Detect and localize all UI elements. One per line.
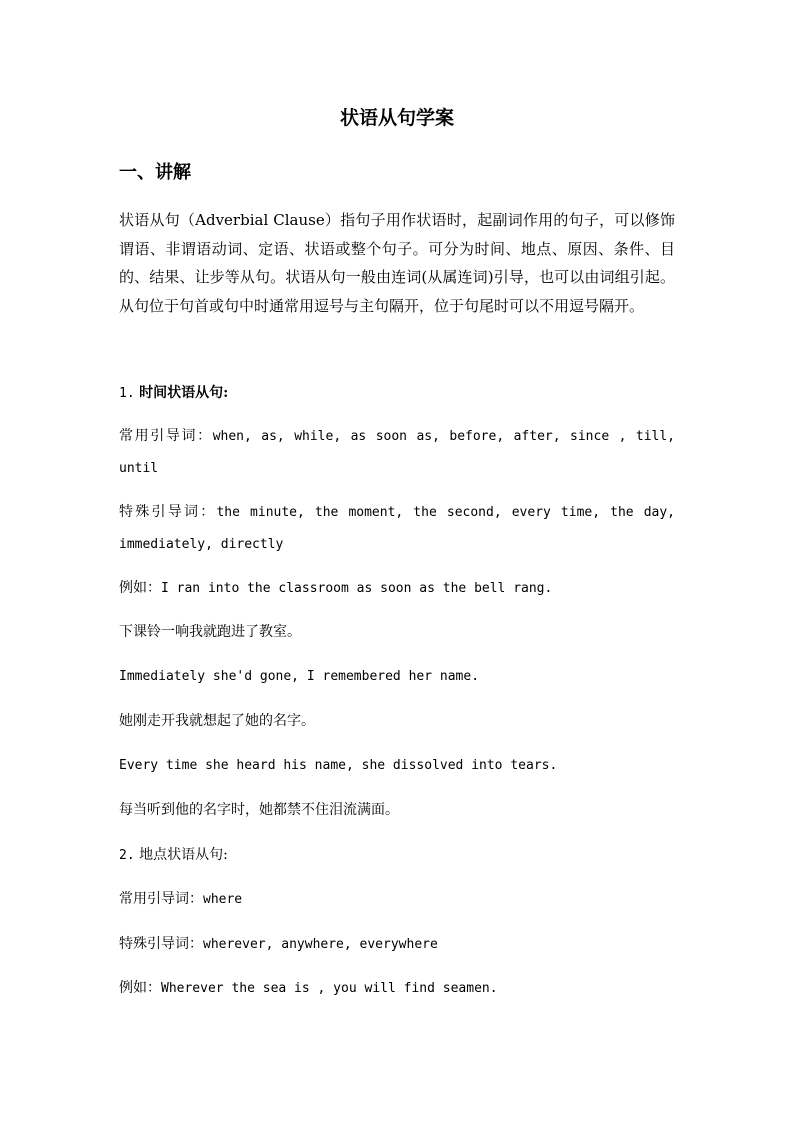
time-example-3-en: Every time she heard his name, she dissolved into tears. [119, 758, 558, 773]
time-clause-heading [119, 378, 675, 410]
place-special-words-line [119, 929, 675, 961]
place-clause-heading [119, 840, 675, 872]
time-example-3-zh: 每当听到他的名字时，她都禁不住泪流满面。 [119, 802, 399, 818]
time-special-words: the minute, the moment, the second, every time, the day, immediately, directly [119, 505, 675, 552]
time-example-1-zh: 下课铃一响我就跑进了教室。 [119, 624, 301, 640]
time-example-1-en-line [119, 573, 675, 605]
time-example-2-en: Immediately she'd gone, I remembered her name. [119, 669, 480, 684]
place-common-words-line [119, 884, 675, 916]
section-heading: 一、讲解 [119, 162, 191, 183]
place-clause-title: 地点状语从句: [139, 847, 228, 863]
place-clause-number: 2. [119, 848, 135, 863]
place-common-label: 常用引导词： [119, 891, 203, 907]
place-example-1-en: Wherever the sea is , you will find seamen. [161, 981, 498, 996]
place-special-label: 特殊引导词： [119, 936, 203, 952]
place-example-1-line [119, 973, 675, 1005]
time-example-2-zh: 她刚走开我就想起了她的名字。 [119, 713, 315, 729]
time-common-words: when, as, while, as soon as, before, after, since , till, until [119, 429, 675, 476]
time-special-label: 特殊引导词： [119, 504, 217, 520]
time-common-words-line [119, 421, 675, 484]
document-title: 状语从句学案 [339, 107, 454, 129]
time-clause-title: 时间状语从句: [139, 385, 229, 401]
place-example-label: 例如： [119, 980, 161, 996]
time-example-label: 例如： [119, 580, 161, 596]
intro-paragraph: 状语从句（Adverbial Clause）指句子用作状语时，起副词作用的句子，可以修饰谓语、非谓语动词、定语、状语或整个句子。可分为时间、地点、原因、条件、目的、结果、让步等从句。状语从句一般由连词(从属连词)引导，也可以由词组引起。从句位于句首或句中时通常用逗号与主句隔开，位于句尾时可以不用逗号隔开。 [119, 211, 675, 315]
time-common-label: 常用引导词： [119, 428, 213, 444]
time-clause-number: 1. [119, 386, 135, 401]
time-example-1-en: I ran into the classroom as soon as the bell rang. [161, 581, 553, 596]
time-special-words-line [119, 497, 675, 560]
place-common-words: where [203, 892, 243, 907]
document-page [119, 0, 675, 1123]
place-special-words: wherever, anywhere, everywhere [203, 937, 438, 952]
